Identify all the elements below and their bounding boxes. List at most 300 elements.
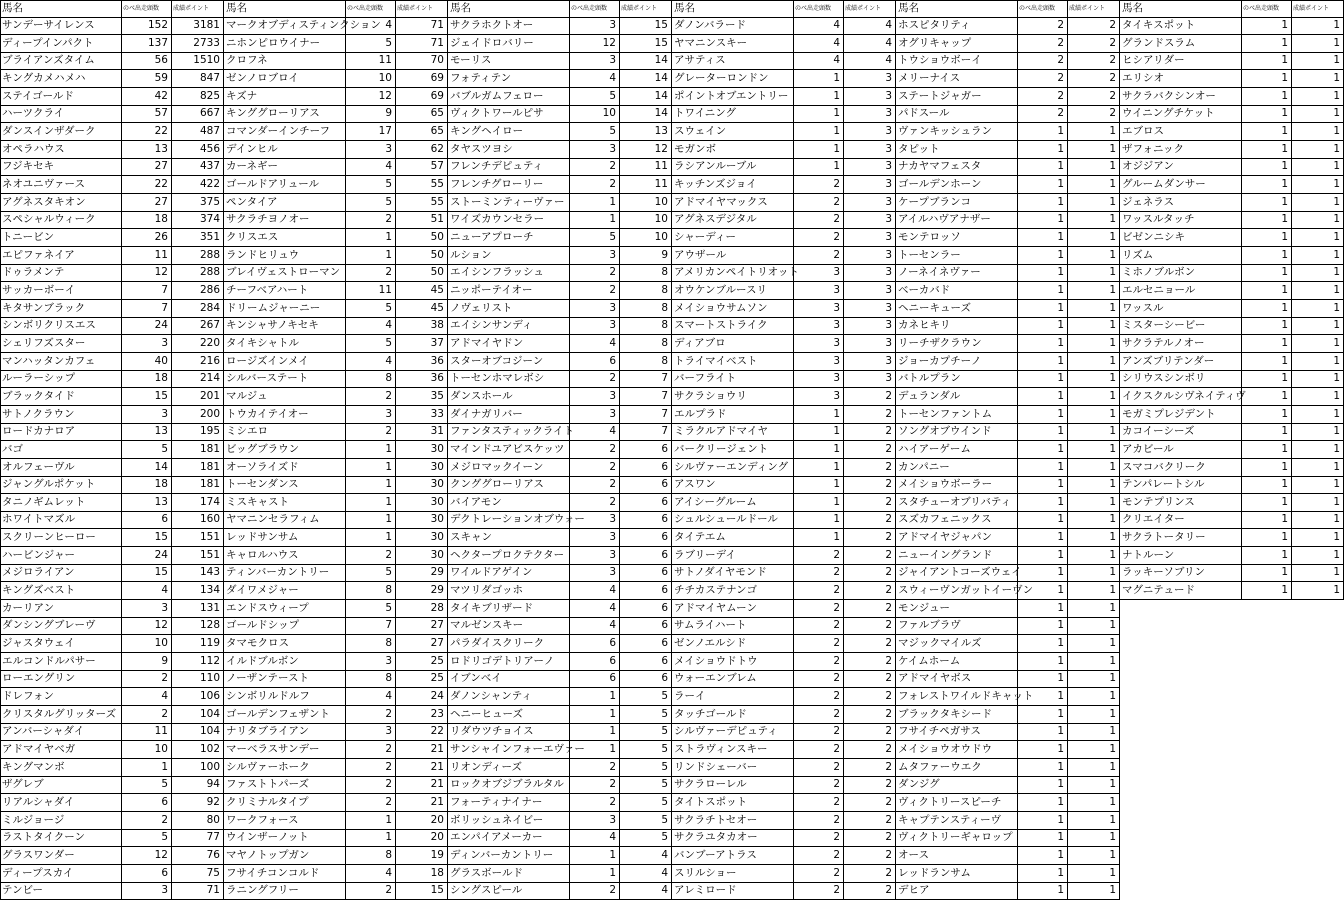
points-cell[interactable]: 1 <box>1292 353 1344 371</box>
starts-cell[interactable]: 1 <box>1018 829 1068 847</box>
horse-name-cell[interactable]: レッドサンサム <box>224 529 346 547</box>
horse-name-cell[interactable]: サクラトータリー <box>1120 529 1242 547</box>
horse-name-cell[interactable]: シュルシュールドール <box>672 511 794 529</box>
points-cell[interactable]: 7 <box>620 388 672 406</box>
horse-name-cell[interactable]: ナカヤマフェスタ <box>896 158 1018 176</box>
points-cell[interactable]: 151 <box>172 547 224 565</box>
points-cell[interactable]: 3 <box>844 353 896 371</box>
starts-cell[interactable]: 18 <box>122 211 172 229</box>
points-cell[interactable]: 21 <box>396 741 448 759</box>
points-cell[interactable]: 30 <box>396 441 448 459</box>
horse-name-cell[interactable]: アメリカンペイトリオット <box>672 264 794 282</box>
points-cell[interactable]: 1 <box>1068 582 1120 600</box>
points-cell[interactable]: 1 <box>1292 229 1344 247</box>
starts-cell[interactable]: 10 <box>570 105 620 123</box>
horse-name-cell[interactable]: ダンシングブレーヴ <box>0 617 122 635</box>
starts-cell[interactable]: 15 <box>122 564 172 582</box>
starts-cell[interactable]: 27 <box>122 158 172 176</box>
horse-name-cell[interactable]: スペシャルウィーク <box>0 211 122 229</box>
points-cell[interactable]: 1 <box>1068 211 1120 229</box>
points-cell[interactable]: 65 <box>396 105 448 123</box>
starts-cell[interactable]: 1 <box>346 812 396 830</box>
points-cell[interactable]: 1 <box>1068 529 1120 547</box>
points-cell[interactable]: 50 <box>396 229 448 247</box>
starts-cell[interactable]: 2 <box>346 706 396 724</box>
header-starts-cell[interactable]: のべ出走頭数 <box>1018 0 1068 18</box>
horse-name-cell[interactable]: デクトレーションオブウォー <box>448 511 570 529</box>
header-name-cell[interactable]: 馬名 <box>224 0 346 18</box>
points-cell[interactable]: 1 <box>1292 35 1344 53</box>
horse-name-cell[interactable]: ローエングリン <box>0 670 122 688</box>
horse-name-cell[interactable]: メイショウドトウ <box>672 653 794 671</box>
points-cell[interactable]: 2 <box>844 688 896 706</box>
horse-name-cell[interactable]: シンボリルドルフ <box>224 688 346 706</box>
horse-name-cell[interactable]: ヴィクトリーギャロップ <box>896 829 1018 847</box>
starts-cell[interactable]: 1 <box>1018 247 1068 265</box>
starts-cell[interactable]: 2 <box>570 176 620 194</box>
points-cell[interactable]: 15 <box>396 882 448 900</box>
points-cell[interactable]: 375 <box>172 194 224 212</box>
horse-name-cell[interactable]: ニューアプローチ <box>448 229 570 247</box>
points-cell[interactable]: 6 <box>620 459 672 477</box>
horse-name-cell[interactable]: ペンタイア <box>224 194 346 212</box>
starts-cell[interactable]: 1 <box>1018 776 1068 794</box>
starts-cell[interactable]: 3 <box>794 370 844 388</box>
points-cell[interactable]: 112 <box>172 653 224 671</box>
starts-cell[interactable]: 2 <box>794 847 844 865</box>
starts-cell[interactable]: 1 <box>570 194 620 212</box>
points-cell[interactable]: 2 <box>844 847 896 865</box>
horse-name-cell[interactable]: ゴールドシップ <box>224 617 346 635</box>
starts-cell[interactable]: 1 <box>570 865 620 883</box>
points-cell[interactable]: 5 <box>620 829 672 847</box>
points-cell[interactable]: 11 <box>620 158 672 176</box>
header-points-cell[interactable]: 成績ポイント <box>844 0 896 18</box>
horse-name-cell[interactable]: アドマイヤジャパン <box>896 529 1018 547</box>
points-cell[interactable]: 3 <box>844 300 896 318</box>
horse-name-cell[interactable]: ワッスルタッチ <box>1120 211 1242 229</box>
points-cell[interactable]: 6 <box>620 582 672 600</box>
starts-cell[interactable]: 1 <box>1018 194 1068 212</box>
starts-cell[interactable]: 1 <box>1242 123 1292 141</box>
points-cell[interactable]: 2 <box>844 741 896 759</box>
points-cell[interactable]: 1 <box>1068 723 1120 741</box>
starts-cell[interactable]: 6 <box>570 670 620 688</box>
horse-name-cell[interactable]: オウケンブルースリ <box>672 282 794 300</box>
points-cell[interactable]: 2 <box>844 388 896 406</box>
points-cell[interactable]: 2 <box>844 759 896 777</box>
horse-name-cell[interactable]: エンドスウィープ <box>224 600 346 618</box>
horse-name-cell[interactable]: ロージズインメイ <box>224 353 346 371</box>
horse-name-cell[interactable]: アグネスタキオン <box>0 194 122 212</box>
points-cell[interactable]: 2 <box>844 670 896 688</box>
points-cell[interactable]: 57 <box>396 158 448 176</box>
starts-cell[interactable]: 1 <box>1242 406 1292 424</box>
horse-name-cell[interactable]: モンテロッソ <box>896 229 1018 247</box>
horse-name-cell[interactable]: ファルブラヴ <box>896 617 1018 635</box>
starts-cell[interactable]: 5 <box>570 123 620 141</box>
points-cell[interactable]: 3 <box>844 105 896 123</box>
horse-name-cell[interactable]: ベーカバド <box>896 282 1018 300</box>
points-cell[interactable]: 2 <box>844 829 896 847</box>
starts-cell[interactable]: 1 <box>1018 370 1068 388</box>
horse-name-cell[interactable]: デインヒル <box>224 141 346 159</box>
horse-name-cell[interactable]: ブライアンズタイム <box>0 52 122 70</box>
points-cell[interactable]: 3 <box>844 176 896 194</box>
horse-name-cell[interactable]: スマートストライク <box>672 317 794 335</box>
points-cell[interactable]: 2 <box>1068 17 1120 35</box>
starts-cell[interactable]: 3 <box>570 300 620 318</box>
starts-cell[interactable]: 2 <box>794 688 844 706</box>
points-cell[interactable]: 2 <box>844 511 896 529</box>
points-cell[interactable]: 30 <box>396 511 448 529</box>
starts-cell[interactable]: 1 <box>1242 70 1292 88</box>
starts-cell[interactable]: 1 <box>1242 211 1292 229</box>
starts-cell[interactable]: 18 <box>122 476 172 494</box>
starts-cell[interactable]: 2 <box>794 759 844 777</box>
starts-cell[interactable]: 3 <box>570 564 620 582</box>
horse-name-cell[interactable]: メジロライアン <box>0 564 122 582</box>
points-cell[interactable]: 1 <box>1068 865 1120 883</box>
starts-cell[interactable]: 2 <box>346 759 396 777</box>
horse-name-cell[interactable]: フォーティナイナー <box>448 794 570 812</box>
horse-name-cell[interactable]: ソングオブウインド <box>896 423 1018 441</box>
points-cell[interactable]: 1 <box>1292 176 1344 194</box>
starts-cell[interactable]: 2 <box>570 476 620 494</box>
points-cell[interactable]: 1 <box>1292 511 1344 529</box>
points-cell[interactable]: 1 <box>1068 794 1120 812</box>
starts-cell[interactable]: 4 <box>346 317 396 335</box>
points-cell[interactable]: 5 <box>620 688 672 706</box>
starts-cell[interactable]: 5 <box>346 600 396 618</box>
points-cell[interactable]: 3 <box>844 158 896 176</box>
starts-cell[interactable]: 5 <box>570 229 620 247</box>
starts-cell[interactable]: 2 <box>794 617 844 635</box>
points-cell[interactable]: 4 <box>844 35 896 53</box>
horse-name-cell[interactable]: ドゥラメンテ <box>0 264 122 282</box>
points-cell[interactable]: 1 <box>1292 88 1344 106</box>
horse-name-cell[interactable]: バークリージェント <box>672 441 794 459</box>
horse-name-cell[interactable]: サクラチヨノオー <box>224 211 346 229</box>
points-cell[interactable]: 4 <box>620 847 672 865</box>
points-cell[interactable]: 2 <box>844 494 896 512</box>
horse-name-cell[interactable]: ダイワメジャー <box>224 582 346 600</box>
points-cell[interactable]: 1 <box>1292 317 1344 335</box>
horse-name-cell[interactable]: ティンバーカントリー <box>224 564 346 582</box>
horse-name-cell[interactable]: シルヴァーエンディング <box>672 459 794 477</box>
points-cell[interactable]: 286 <box>172 282 224 300</box>
horse-name-cell[interactable]: ロドリゴデトリアーノ <box>448 653 570 671</box>
starts-cell[interactable]: 1 <box>794 70 844 88</box>
horse-name-cell[interactable]: エブロス <box>1120 123 1242 141</box>
starts-cell[interactable]: 4 <box>122 582 172 600</box>
horse-name-cell[interactable]: ヘクタープロクテクター <box>448 547 570 565</box>
points-cell[interactable]: 14 <box>620 70 672 88</box>
starts-cell[interactable]: 1 <box>346 494 396 512</box>
horse-name-cell[interactable]: ゴールデンフェザント <box>224 706 346 724</box>
horse-name-cell[interactable]: イルドブルボン <box>224 653 346 671</box>
points-cell[interactable]: 3 <box>844 70 896 88</box>
horse-name-cell[interactable]: タイテエム <box>672 529 794 547</box>
points-cell[interactable]: 2 <box>844 476 896 494</box>
starts-cell[interactable]: 1 <box>1018 317 1068 335</box>
points-cell[interactable]: 7 <box>620 423 672 441</box>
points-cell[interactable]: 37 <box>396 335 448 353</box>
points-cell[interactable]: 1 <box>1068 335 1120 353</box>
starts-cell[interactable]: 3 <box>122 335 172 353</box>
horse-name-cell[interactable]: シリウスシンボリ <box>1120 370 1242 388</box>
starts-cell[interactable]: 9 <box>122 653 172 671</box>
starts-cell[interactable]: 7 <box>346 617 396 635</box>
starts-cell[interactable]: 1 <box>794 406 844 424</box>
starts-cell[interactable]: 3 <box>122 882 172 900</box>
header-starts-cell[interactable]: のべ出走頭数 <box>570 0 620 18</box>
points-cell[interactable]: 38 <box>396 317 448 335</box>
horse-name-cell[interactable]: フレンチグローリー <box>448 176 570 194</box>
horse-name-cell[interactable]: エイシンフラッシュ <box>448 264 570 282</box>
points-cell[interactable]: 102 <box>172 741 224 759</box>
starts-cell[interactable]: 1 <box>1242 35 1292 53</box>
horse-name-cell[interactable]: イブンベイ <box>448 670 570 688</box>
horse-name-cell[interactable]: ビゼンニシキ <box>1120 229 1242 247</box>
points-cell[interactable]: 825 <box>172 88 224 106</box>
starts-cell[interactable]: 57 <box>122 105 172 123</box>
points-cell[interactable]: 3 <box>844 88 896 106</box>
points-cell[interactable]: 267 <box>172 317 224 335</box>
points-cell[interactable]: 2 <box>844 406 896 424</box>
points-cell[interactable]: 15 <box>620 17 672 35</box>
starts-cell[interactable]: 2 <box>794 653 844 671</box>
points-cell[interactable]: 8 <box>620 300 672 318</box>
points-cell[interactable]: 14 <box>620 52 672 70</box>
points-cell[interactable]: 55 <box>396 194 448 212</box>
starts-cell[interactable]: 1 <box>1242 511 1292 529</box>
points-cell[interactable]: 3 <box>844 335 896 353</box>
points-cell[interactable]: 75 <box>172 865 224 883</box>
starts-cell[interactable]: 1 <box>794 88 844 106</box>
starts-cell[interactable]: 5 <box>346 564 396 582</box>
points-cell[interactable]: 2 <box>844 600 896 618</box>
horse-name-cell[interactable]: トーセンファントム <box>896 406 1018 424</box>
starts-cell[interactable]: 3 <box>794 264 844 282</box>
points-cell[interactable]: 29 <box>396 564 448 582</box>
starts-cell[interactable]: 1 <box>1242 158 1292 176</box>
points-cell[interactable]: 1 <box>1292 52 1344 70</box>
points-cell[interactable]: 1 <box>1068 141 1120 159</box>
points-cell[interactable]: 4 <box>844 52 896 70</box>
horse-name-cell[interactable]: イクスクルシヴネイティヴ <box>1120 388 1242 406</box>
horse-name-cell[interactable]: ワイルドアゲイン <box>448 564 570 582</box>
horse-name-cell[interactable]: ケープブランコ <box>896 194 1018 212</box>
points-cell[interactable]: 1 <box>1292 459 1344 477</box>
starts-cell[interactable]: 2 <box>794 670 844 688</box>
starts-cell[interactable]: 8 <box>346 635 396 653</box>
points-cell[interactable]: 1 <box>1292 406 1344 424</box>
horse-name-cell[interactable]: アイシーグルーム <box>672 494 794 512</box>
starts-cell[interactable]: 3 <box>570 547 620 565</box>
points-cell[interactable]: 1 <box>1068 547 1120 565</box>
points-cell[interactable]: 104 <box>172 723 224 741</box>
starts-cell[interactable]: 1 <box>794 158 844 176</box>
horse-name-cell[interactable]: オルフェーヴル <box>0 459 122 477</box>
points-cell[interactable]: 104 <box>172 706 224 724</box>
starts-cell[interactable]: 8 <box>346 670 396 688</box>
points-cell[interactable]: 1 <box>1068 406 1120 424</box>
starts-cell[interactable]: 1 <box>1242 564 1292 582</box>
horse-name-cell[interactable]: バゴ <box>0 441 122 459</box>
horse-name-cell[interactable]: クリエイター <box>1120 511 1242 529</box>
starts-cell[interactable]: 18 <box>122 370 172 388</box>
horse-name-cell[interactable]: キングマンボ <box>0 759 122 777</box>
points-cell[interactable]: 1 <box>1292 158 1344 176</box>
starts-cell[interactable]: 6 <box>122 511 172 529</box>
points-cell[interactable]: 10 <box>620 229 672 247</box>
starts-cell[interactable]: 4 <box>346 865 396 883</box>
horse-name-cell[interactable]: ジェイドロバリー <box>448 35 570 53</box>
points-cell[interactable]: 30 <box>396 547 448 565</box>
starts-cell[interactable]: 1 <box>1242 264 1292 282</box>
horse-name-cell[interactable]: ザフォニック <box>1120 141 1242 159</box>
points-cell[interactable]: 2 <box>844 441 896 459</box>
starts-cell[interactable]: 7 <box>122 300 172 318</box>
horse-name-cell[interactable]: アレミロード <box>672 882 794 900</box>
starts-cell[interactable]: 6 <box>570 353 620 371</box>
horse-name-cell[interactable]: サクラローレル <box>672 776 794 794</box>
starts-cell[interactable]: 1 <box>1018 459 1068 477</box>
starts-cell[interactable]: 5 <box>346 335 396 353</box>
starts-cell[interactable]: 1 <box>346 529 396 547</box>
horse-name-cell[interactable]: メジロマックイーン <box>448 459 570 477</box>
horse-name-cell[interactable]: サクラチトセオー <box>672 812 794 830</box>
points-cell[interactable]: 100 <box>172 759 224 777</box>
starts-cell[interactable]: 1 <box>794 476 844 494</box>
points-cell[interactable]: 1 <box>1292 547 1344 565</box>
horse-name-cell[interactable]: ラッキーソブリン <box>1120 564 1242 582</box>
header-points-cell[interactable]: 成績ポイント <box>620 0 672 18</box>
horse-name-cell[interactable]: ミシエロ <box>224 423 346 441</box>
starts-cell[interactable]: 1 <box>1242 317 1292 335</box>
starts-cell[interactable]: 1 <box>1018 176 1068 194</box>
starts-cell[interactable]: 1 <box>570 723 620 741</box>
horse-name-cell[interactable]: アサティス <box>672 52 794 70</box>
horse-name-cell[interactable]: タッチゴールド <box>672 706 794 724</box>
starts-cell[interactable]: 1 <box>1018 441 1068 459</box>
points-cell[interactable]: 65 <box>396 123 448 141</box>
points-cell[interactable]: 36 <box>396 370 448 388</box>
starts-cell[interactable]: 1 <box>1018 511 1068 529</box>
horse-name-cell[interactable]: デュランダル <box>896 388 1018 406</box>
starts-cell[interactable]: 2 <box>346 794 396 812</box>
starts-cell[interactable]: 11 <box>346 282 396 300</box>
horse-name-cell[interactable]: クリスエス <box>224 229 346 247</box>
horse-name-cell[interactable]: ヤマニンセラフィム <box>224 511 346 529</box>
header-starts-cell[interactable]: のべ出走頭数 <box>346 0 396 18</box>
starts-cell[interactable]: 11 <box>346 52 396 70</box>
points-cell[interactable]: 1 <box>1068 617 1120 635</box>
horse-name-cell[interactable]: ニホンピロウイナー <box>224 35 346 53</box>
points-cell[interactable]: 200 <box>172 406 224 424</box>
starts-cell[interactable]: 3 <box>794 282 844 300</box>
points-cell[interactable]: 5 <box>620 812 672 830</box>
points-cell[interactable]: 5 <box>620 759 672 777</box>
starts-cell[interactable]: 1 <box>1242 229 1292 247</box>
horse-name-cell[interactable]: メイショウボーラー <box>896 476 1018 494</box>
points-cell[interactable]: 1510 <box>172 52 224 70</box>
horse-name-cell[interactable]: ルション <box>448 247 570 265</box>
horse-name-cell[interactable]: ワッスル <box>1120 300 1242 318</box>
starts-cell[interactable]: 4 <box>794 35 844 53</box>
points-cell[interactable]: 4 <box>620 865 672 883</box>
horse-name-cell[interactable]: サクラバクシンオー <box>1120 88 1242 106</box>
points-cell[interactable]: 1 <box>1292 282 1344 300</box>
starts-cell[interactable]: 40 <box>122 353 172 371</box>
points-cell[interactable]: 456 <box>172 141 224 159</box>
starts-cell[interactable]: 1 <box>570 211 620 229</box>
points-cell[interactable]: 5 <box>620 723 672 741</box>
starts-cell[interactable]: 2 <box>570 158 620 176</box>
horse-name-cell[interactable]: ラブリーデイ <box>672 547 794 565</box>
horse-name-cell[interactable]: フジキセキ <box>0 158 122 176</box>
points-cell[interactable]: 1 <box>1068 317 1120 335</box>
points-cell[interactable]: 667 <box>172 105 224 123</box>
starts-cell[interactable]: 1 <box>1018 759 1068 777</box>
horse-name-cell[interactable]: シンボリクリスエス <box>0 317 122 335</box>
points-cell[interactable]: 3 <box>844 211 896 229</box>
horse-name-cell[interactable]: タピット <box>896 141 1018 159</box>
horse-name-cell[interactable]: マインドユアビスケッツ <box>448 441 570 459</box>
starts-cell[interactable]: 2 <box>346 264 396 282</box>
horse-name-cell[interactable]: ミホノブルボン <box>1120 264 1242 282</box>
starts-cell[interactable]: 10 <box>122 635 172 653</box>
horse-name-cell[interactable]: メイショウオウドウ <box>896 741 1018 759</box>
horse-name-cell[interactable]: ノーネイネヴァー <box>896 264 1018 282</box>
points-cell[interactable]: 2 <box>844 865 896 883</box>
starts-cell[interactable]: 3 <box>346 141 396 159</box>
starts-cell[interactable]: 1 <box>1242 282 1292 300</box>
points-cell[interactable]: 10 <box>620 194 672 212</box>
starts-cell[interactable]: 3 <box>570 141 620 159</box>
horse-name-cell[interactable]: キングカメハメハ <box>0 70 122 88</box>
starts-cell[interactable]: 7 <box>122 282 172 300</box>
horse-name-cell[interactable]: エイシンサンディ <box>448 317 570 335</box>
starts-cell[interactable]: 1 <box>1018 353 1068 371</box>
horse-name-cell[interactable]: クリスタルグリッターズ <box>0 706 122 724</box>
points-cell[interactable]: 6 <box>620 564 672 582</box>
starts-cell[interactable]: 2 <box>570 776 620 794</box>
horse-name-cell[interactable]: サトノダイヤモンド <box>672 564 794 582</box>
points-cell[interactable]: 29 <box>396 582 448 600</box>
horse-name-cell[interactable]: マジックマイルズ <box>896 635 1018 653</box>
points-cell[interactable]: 45 <box>396 282 448 300</box>
horse-name-cell[interactable]: ミラクルアドマイヤ <box>672 423 794 441</box>
horse-name-cell[interactable]: エルプラド <box>672 406 794 424</box>
points-cell[interactable]: 1 <box>1292 194 1344 212</box>
starts-cell[interactable]: 4 <box>346 688 396 706</box>
points-cell[interactable]: 69 <box>396 70 448 88</box>
starts-cell[interactable]: 2 <box>122 670 172 688</box>
horse-name-cell[interactable]: ハーツクライ <box>0 105 122 123</box>
starts-cell[interactable]: 2 <box>794 794 844 812</box>
points-cell[interactable]: 2 <box>844 529 896 547</box>
starts-cell[interactable]: 1 <box>1018 158 1068 176</box>
starts-cell[interactable]: 1 <box>346 229 396 247</box>
horse-name-cell[interactable]: ダンスホール <box>448 388 570 406</box>
points-cell[interactable]: 847 <box>172 70 224 88</box>
starts-cell[interactable]: 14 <box>122 459 172 477</box>
horse-name-cell[interactable]: マルジュ <box>224 388 346 406</box>
points-cell[interactable]: 1 <box>1068 247 1120 265</box>
horse-name-cell[interactable]: キッチンズジョイ <box>672 176 794 194</box>
